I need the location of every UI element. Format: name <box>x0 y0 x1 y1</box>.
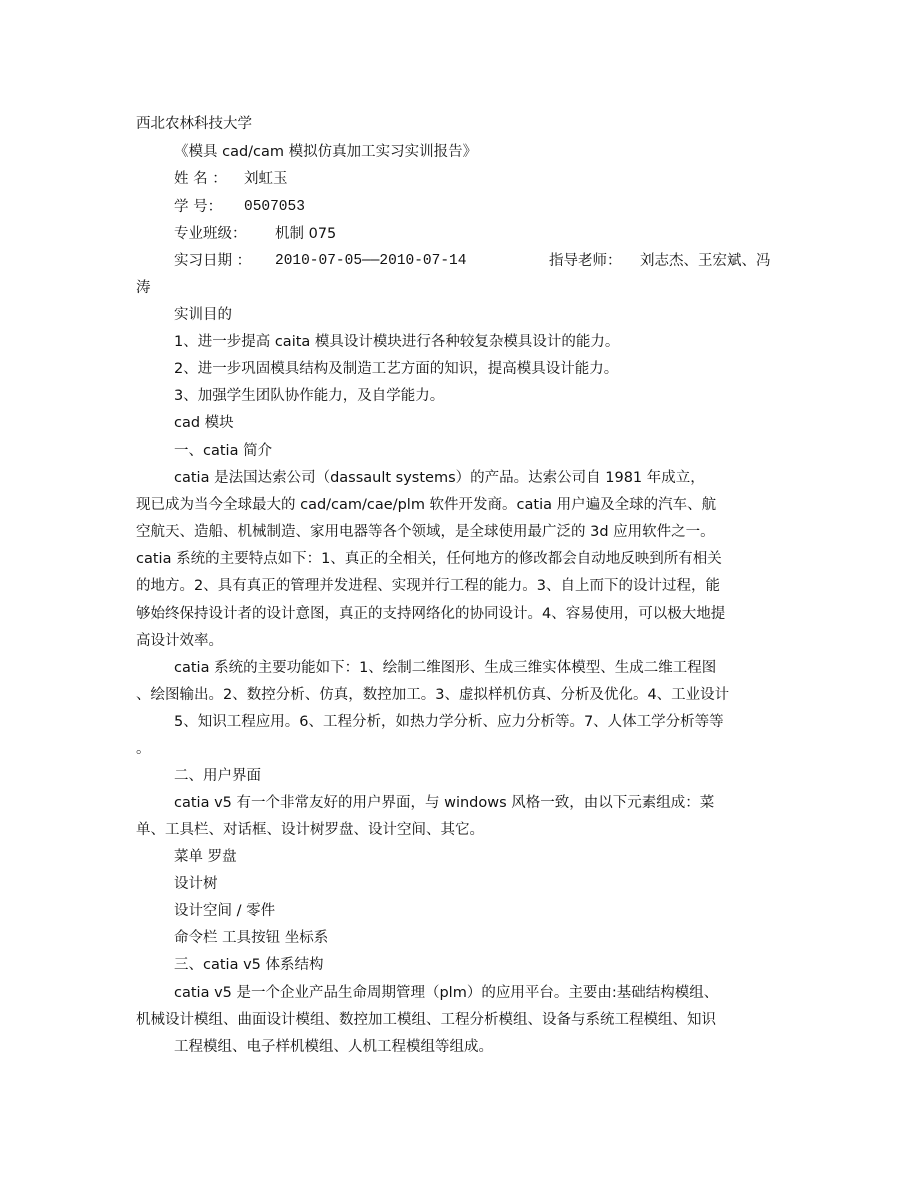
body-line: 设计空间 / 零件 <box>174 903 276 919</box>
section-heading: 实训目的 <box>174 307 232 323</box>
section-heading: cad 模块 <box>174 415 234 431</box>
date-value: 2010-07-05——2010-07-14 <box>275 253 467 269</box>
body-line: 1、进一步提高 caita 模具设计模块进行各种较复杂模具设计的能力。 <box>174 334 620 350</box>
section-heading: 二、用户界面 <box>174 768 261 784</box>
name-label: 姓 名 ： <box>174 171 227 187</box>
body-line: 够始终保持设计者的设计意图，真正的支持网络化的协同设计。4、容易使用，可以极大地提 <box>136 606 726 622</box>
body-line: 设计树 <box>174 876 218 892</box>
body-line: 命令栏 工具按钮 坐标系 <box>174 930 329 946</box>
body-line: 单、工具栏、对话框、设计树罗盘、设计空间、其它。 <box>136 822 484 838</box>
body-line: 2、进一步巩固模具结构及制造工艺方面的知识，提高模具设计能力。 <box>174 361 619 377</box>
teacher-value-cont: 涛 <box>136 280 151 296</box>
teacher-value: 刘志杰、王宏斌、冯 <box>640 253 771 269</box>
class-label: 专业班级： <box>174 226 247 242</box>
section-heading: 一、catia 简介 <box>174 443 273 459</box>
date-label: 实习日期 ： <box>174 253 252 269</box>
body-line: catia v5 有一个非常友好的用户界面，与 windows 风格一致，由以下元素组成：菜 <box>174 795 715 811</box>
body-line: 高设计效率。 <box>136 633 223 649</box>
body-line: 菜单 罗盘 <box>174 849 237 865</box>
name-value: 刘虹玉 <box>244 171 288 187</box>
body-line: catia 系统的主要特点如下：1、真正的全相关，任何地方的修改都会自动地反映到所有相关 <box>136 551 722 567</box>
body-line: catia 是法国达索公司（dassault systems）的产品。达索公司自 1981 年成立， <box>174 470 705 486</box>
student-id-label: 学 号： <box>174 199 223 215</box>
body-line: 。 <box>136 741 151 757</box>
university-name: 西北农林科技大学 <box>136 116 252 132</box>
student-id-value: 0507053 <box>244 199 305 215</box>
report-title: 《模具 cad/cam 模拟仿真加工实习实训报告》 <box>174 144 478 160</box>
body-line: 现已成为当今全球最大的 cad/cam/cae/plm 软件开发商。catia 用户遍及全球的汽车、航 <box>136 497 717 513</box>
body-line: catia v5 是一个企业产品生命周期管理（plm）的应用平台。主要由:基础结构模组、 <box>174 985 719 1001</box>
body-line: 5、知识工程应用。6、工程分析，如热力学分析、应力分析等。7、人体工学分析等等 <box>174 714 724 730</box>
teacher-label: 指导老师： <box>549 253 622 269</box>
body-line: 空航天、造船、机械制造、家用电器等各个领域，是全球使用最广泛的 3d 应用软件之一。 <box>136 524 715 540</box>
body-line: 、绘图输出。2、数控分析、仿真，数控加工。3、虚拟样机仿真、分析及优化。4、工业设计 <box>136 687 730 703</box>
body-line: 3、加强学生团队协作能力，及自学能力。 <box>174 388 445 404</box>
body-line: 机械设计模组、曲面设计模组、数控加工模组、工程分析模组、设备与系统工程模组、知识 <box>136 1012 716 1028</box>
section-heading: 三、catia v5 体系结构 <box>174 957 324 973</box>
body-line: 的地方。2、具有真正的管理并发进程、实现并行工程的能力。3、自上而下的设计过程，能 <box>136 578 720 594</box>
body-line: catia 系统的主要功能如下：1、绘制二维图形、生成三维实体模型、生成二维工程图 <box>174 660 717 676</box>
class-value: 机制 075 <box>275 226 337 242</box>
body-line: 工程模组、电子样机模组、人机工程模组等组成。 <box>174 1039 493 1055</box>
